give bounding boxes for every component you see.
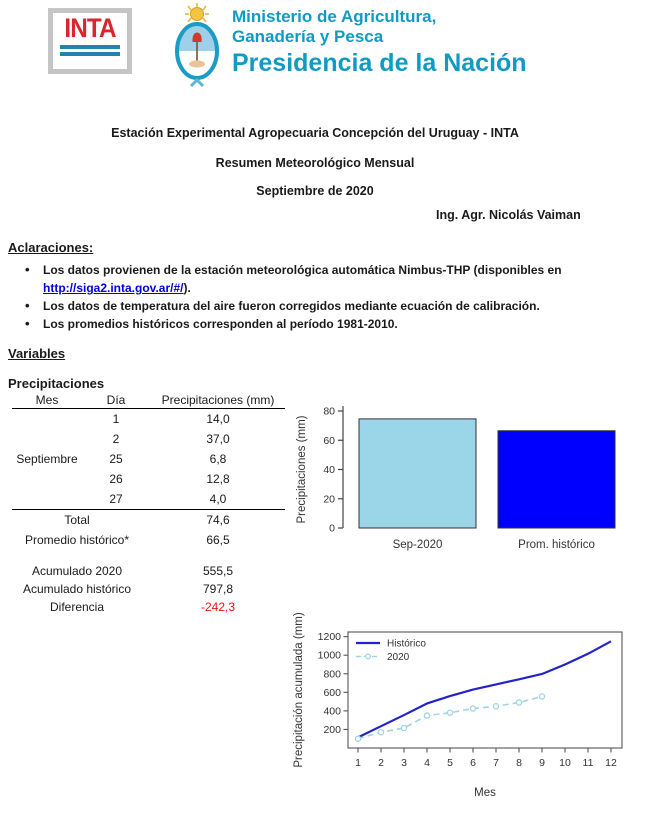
y-tick-label: 1000: [317, 649, 341, 662]
table-row: [8, 469, 290, 489]
y-tick-label: 20: [323, 493, 335, 506]
inta-logo: [48, 8, 132, 74]
ministry-header: [232, 7, 527, 76]
page-title: Estación Experimental Agropecuaria Concepción del Uruguay - INTA: [111, 126, 519, 140]
x-tick-label: 5: [447, 757, 453, 769]
data-point: [516, 700, 521, 705]
author-name: Ing. Agr. Nicolás Vaiman: [436, 208, 581, 222]
x-tick-label: 4: [424, 757, 430, 769]
series-line: [358, 696, 542, 738]
summary-label: Promedio histórico*: [24, 533, 130, 547]
ministry-line2: Ganadería y Pesca: [232, 27, 384, 47]
column-header-mes: Mes: [35, 393, 59, 407]
line-x-axis-label: Mes: [474, 787, 496, 799]
legend-marker: [366, 654, 371, 659]
data-point: [424, 713, 429, 718]
data-point: [378, 730, 383, 735]
report-month: Septiembre de 2020: [256, 184, 374, 198]
aclaraciones-list: [8, 261, 638, 333]
accumulated-value: 555,5: [202, 564, 234, 578]
y-tick-label: 60: [323, 434, 335, 447]
data-point: [447, 710, 452, 715]
report-subtitle: Resumen Meteorológico Mensual: [215, 156, 415, 170]
column-header-valor: Precipitaciones (mm): [161, 393, 275, 407]
diferencia-value: -242,3: [200, 600, 236, 614]
cell-dia: 26: [109, 472, 123, 486]
list-item: [8, 261, 638, 297]
bar-y-axis-label: Precipitaciones (mm): [296, 415, 308, 524]
precipitaciones-heading: Precipitaciones: [8, 376, 105, 391]
inta-logo-inner: [53, 13, 127, 69]
x-tick-label: 1: [355, 757, 361, 769]
y-tick-label: 800: [323, 668, 341, 681]
y-tick-label: 0: [329, 522, 335, 535]
y-tick-label: 400: [323, 705, 341, 718]
accumulated-row-2020: [8, 562, 290, 580]
accumulated-row-historico: [8, 580, 290, 598]
shaking-hands-icon: [189, 60, 205, 67]
data-point: [401, 725, 406, 730]
x-tick-label: 9: [539, 757, 545, 769]
variables-heading: Variables: [8, 346, 66, 361]
y-tick-label: 40: [323, 464, 335, 476]
sun-icon: [191, 8, 204, 21]
x-tick-label: 6: [470, 757, 476, 769]
accumulated-label: Diferencia: [49, 600, 105, 614]
summary-label: Total: [64, 513, 90, 527]
bullet1-text: Los datos provienen de la estación meteorológica automática Nimbus-THP (disponibles en: [43, 263, 562, 277]
cell-dia: 1: [112, 412, 120, 426]
aclaraciones-heading: Aclaraciones:: [8, 240, 94, 255]
accumulated-value: 797,8: [202, 582, 234, 596]
bar-category-label: Prom. histórico: [518, 539, 595, 551]
inta-logo-stripe: [60, 45, 120, 49]
table-row: [8, 489, 290, 509]
summary-row-total: [8, 510, 290, 530]
x-tick-label: 11: [582, 757, 594, 769]
x-tick-label: 7: [493, 757, 499, 769]
x-tick-label: 8: [516, 757, 522, 769]
inta-logo-stripe: [60, 52, 120, 56]
line-chart-precipitacion-acumulada: [290, 612, 652, 817]
summary-value: 66,5: [206, 533, 230, 547]
table-header-row: [8, 392, 290, 408]
cell-mm: 14,0: [206, 412, 230, 426]
y-tick-label: 600: [323, 686, 341, 699]
cell-dia: 2: [112, 432, 120, 446]
data-point: [355, 736, 360, 741]
table-row: [8, 429, 290, 449]
data-point: [493, 704, 498, 709]
precipitaciones-table: [8, 392, 290, 616]
ministry-line3: Presidencia de la Nación: [232, 49, 527, 78]
line-y-axis-label: Precipitación acumulada (mm): [293, 612, 305, 768]
bar-category-label: Sep-2020: [392, 539, 443, 551]
table-row: [8, 449, 290, 469]
cell-mm: 6,8: [209, 452, 227, 466]
cell-mm: 12,8: [206, 472, 230, 486]
cell-mes-month: Septiembre: [16, 452, 78, 466]
column-header-dia: Día: [106, 393, 126, 407]
aclaraciones-section: [8, 240, 638, 333]
bullet1-closing: ).: [183, 281, 191, 295]
list-item: • Los datos de temperatura del aire fueron corregidos mediante ecuación de calibración.: [8, 297, 638, 315]
list-item: • Los promedios históricos corresponden al período 1981-2010.: [8, 315, 638, 333]
legend-label: 2020: [387, 652, 410, 663]
spacer: [8, 550, 290, 562]
y-tick-label: 200: [323, 723, 341, 736]
cell-dia: 27: [109, 492, 123, 506]
x-tick-label: 2: [378, 757, 384, 769]
bar-chart-precipitaciones: [290, 392, 650, 564]
summary-row-promedio: [8, 530, 290, 550]
cell-dia: 25: [109, 452, 123, 466]
inta-logo-text: INTA: [64, 13, 116, 43]
x-tick-label: 12: [605, 757, 617, 769]
accumulated-row-diferencia: [8, 598, 290, 616]
bar: [498, 431, 615, 528]
cell-mm: 4,0: [209, 492, 227, 506]
bar: [359, 419, 476, 528]
argentina-coat-of-arms-icon: [168, 2, 226, 92]
data-point: [470, 706, 475, 711]
summary-value: 74,6: [206, 513, 230, 527]
x-tick-label: 10: [559, 757, 571, 769]
legend-label: Histórico: [387, 638, 426, 650]
accumulated-label: Acumulado 2020: [31, 564, 123, 578]
data-point: [539, 694, 544, 699]
siga-link[interactable]: http://siga2.inta.gov.ar/#/: [43, 281, 184, 295]
cell-mm: 37,0: [206, 432, 230, 446]
y-tick-label: 1200: [317, 631, 341, 644]
y-tick-label: 80: [323, 405, 335, 418]
accumulated-label: Acumulado histórico: [22, 582, 132, 596]
ribbon-bow-icon: [191, 80, 203, 86]
x-tick-label: 3: [401, 757, 407, 769]
ministry-line1: Ministerio de Agricultura,: [232, 7, 437, 26]
table-row: [8, 409, 290, 429]
